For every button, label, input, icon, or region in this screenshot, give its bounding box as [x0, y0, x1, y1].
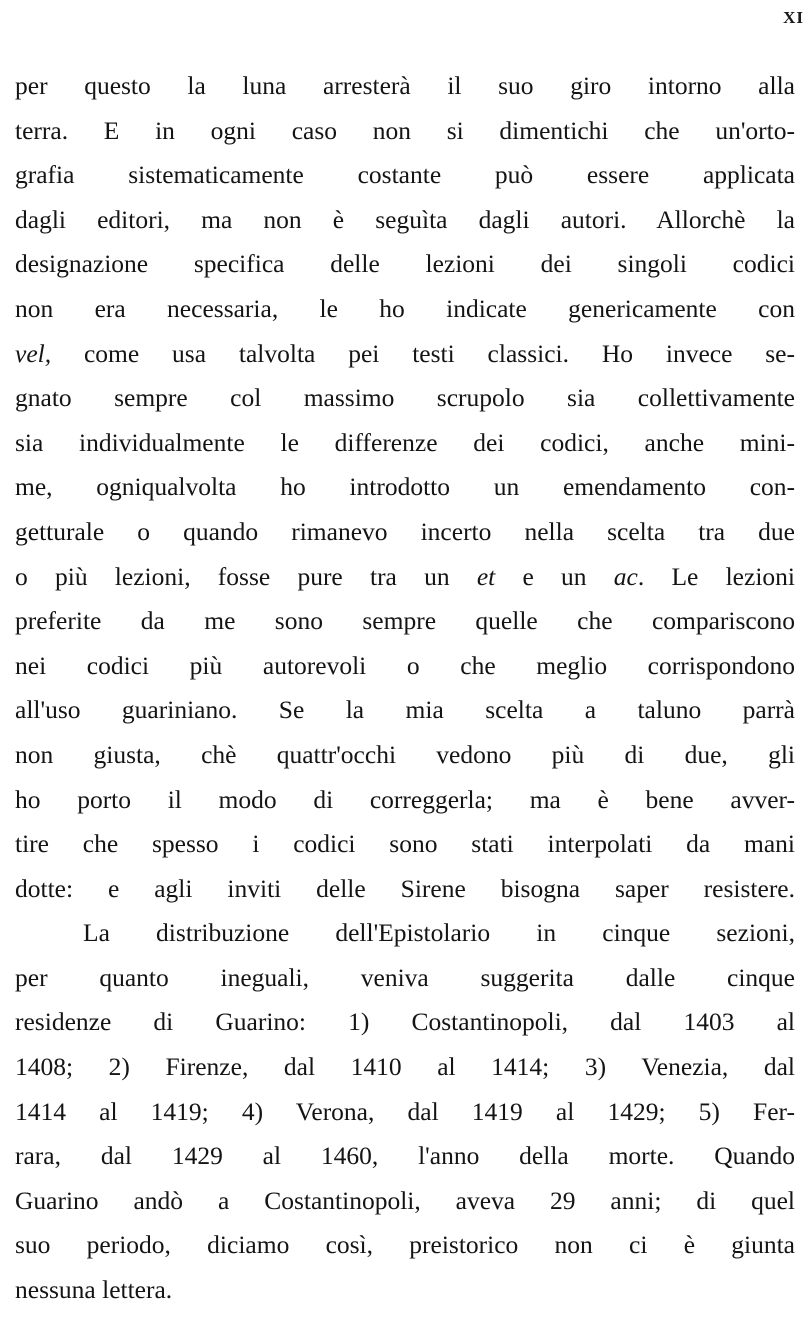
text-line: terra. E in ogni caso non si dimentichi che un'orto- [15, 115, 795, 145]
text-line [15, 332, 795, 377]
text-line: grafia sistematicamente costante può essere applicata [15, 160, 795, 190]
italic-term: et [476, 561, 496, 591]
text-run: o più lezioni, fosse pure tra un [15, 561, 477, 591]
text-line: all'uso guariniano. Se la mia scelta a taluno parrà [15, 695, 795, 725]
text-run: . Le lezioni [637, 561, 795, 591]
text-line: per quanto ineguali, veniva suggerita dalle cinque [15, 962, 795, 992]
text-line: La distribuzione dell'Epistolario in cinque sezioni, [83, 918, 795, 948]
text-line: gnato sempre col massimo scrupolo sia collettivamente [15, 383, 795, 413]
text-line: dagli editori, ma non è seguìta dagli autori. Allorchè la [15, 204, 795, 234]
italic-term: vel, [15, 338, 52, 368]
text-line: non era necessaria, le ho indicate genericamente con [15, 293, 795, 323]
text-line: nei codici più autorevoli o che meglio corrispondono [15, 650, 795, 680]
text-line: sia individualmente le differenze dei codici, anche mini- [15, 427, 795, 457]
text-line: per questo la luna arresterà il suo giro intorno alla [15, 71, 795, 100]
text-run: come usa talvolta pei testi classici. Ho invece se- [51, 338, 795, 368]
paragraph-2 [15, 911, 795, 1312]
text-line: getturale o quando rimanevo incerto nella scelta tra due [15, 516, 795, 546]
text-line: preferite da me sono sempre quelle che compariscono [15, 606, 795, 636]
text-line: me, ogniqualvolta ho introdotto un emendamento con- [15, 472, 795, 502]
text-line: Guarino andò a Costantinopoli, aveva 29 anni; di quel [15, 1185, 795, 1215]
text-line: non giusta, chè quattr'occhi vedono più di due, gli [15, 739, 795, 769]
text-line: rara, dal 1429 al 1460, l'anno della morte. Quando [15, 1141, 795, 1171]
text-line: nessuna lettera. [15, 1275, 173, 1305]
text-line: tire che spesso i codici sono stati interpolati da mani [15, 829, 795, 859]
text-line: residenze di Guarino: 1) Costantinopoli, dal 1403 al [15, 1007, 795, 1037]
text-line: 1414 al 1419; 4) Verona, dal 1419 al 1429; 5) Fer- [15, 1096, 795, 1126]
page-number: XI [783, 8, 804, 27]
body-text [15, 64, 795, 1313]
text-line: 1408; 2) Firenze, dal 1410 al 1414; 3) Venezia, dal [15, 1052, 795, 1082]
paragraph-1 [15, 64, 795, 911]
text-line: suo periodo, diciamo così, preistorico non ci è giunta [15, 1230, 795, 1260]
text-line: dotte: e agli inviti delle Sirene bisogna saper resistere. [15, 873, 795, 903]
italic-term: ac [613, 561, 638, 591]
text-line: ho porto il modo di correggerla; ma è bene avver- [15, 784, 795, 814]
text-line [15, 555, 795, 600]
text-run: e un [495, 561, 614, 591]
text-line: designazione specifica delle lezioni dei singoli codici [15, 249, 795, 279]
